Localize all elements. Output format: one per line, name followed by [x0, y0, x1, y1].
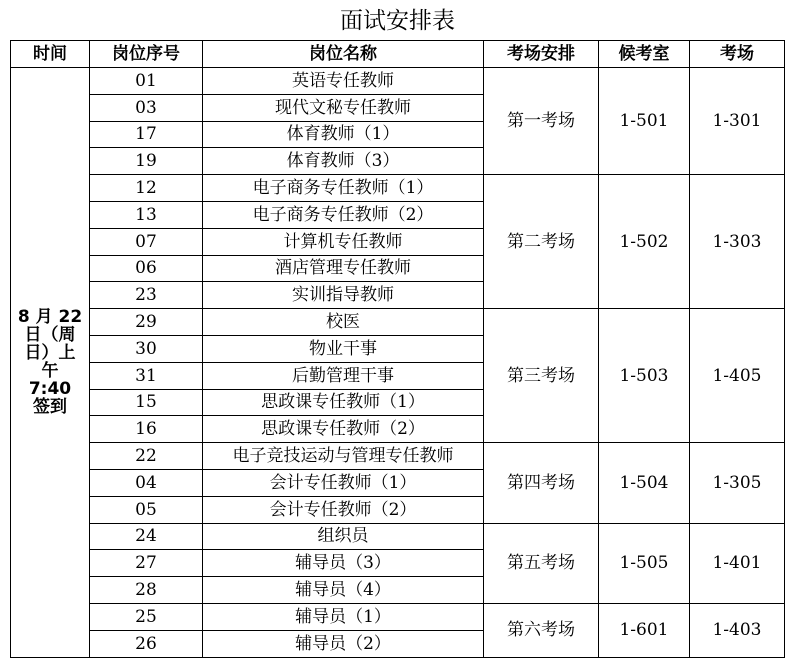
waiting-room: 1-505	[599, 523, 690, 603]
exam-room-assignment: 第五考场	[484, 523, 599, 603]
position-name: 校医	[203, 309, 484, 336]
position-name: 后勤管理干事	[203, 362, 484, 389]
header-position: 岗位名称	[203, 41, 484, 68]
time-line: 签到	[33, 397, 67, 418]
waiting-room: 1-504	[599, 443, 690, 523]
exam-room: 1-401	[690, 523, 785, 603]
exam-room-assignment: 第四考场	[484, 443, 599, 523]
exam-room: 1-301	[690, 68, 785, 175]
time-line: 7:40	[28, 379, 72, 400]
position-code: 17	[90, 121, 203, 148]
waiting-room: 1-601	[599, 603, 690, 657]
exam-room: 1-405	[690, 309, 785, 443]
position-name: 组织员	[203, 523, 484, 550]
position-code: 01	[90, 68, 203, 95]
position-code: 22	[90, 443, 203, 470]
time-line: 日）上	[24, 343, 76, 364]
exam-room: 1-403	[690, 603, 785, 657]
position-code: 07	[90, 228, 203, 255]
position-code: 04	[90, 469, 203, 496]
position-name: 会计专任教师（2）	[203, 496, 484, 523]
position-code: 26	[90, 630, 203, 657]
position-name: 实训指导教师	[203, 282, 484, 309]
header-room: 考场安排	[484, 41, 599, 68]
position-code: 30	[90, 335, 203, 362]
time-cell	[11, 68, 90, 658]
position-name: 英语专任教师	[203, 68, 484, 95]
header-row	[11, 41, 785, 68]
position-name: 辅导员（1）	[203, 603, 484, 630]
position-name: 酒店管理专任教师	[203, 255, 484, 282]
position-name: 现代文秘专任教师	[203, 94, 484, 121]
exam-room-assignment: 第一考场	[484, 68, 599, 175]
time-line: 8 月 22	[17, 307, 83, 328]
position-name: 电子商务专任教师（2）	[203, 201, 484, 228]
header-code: 岗位序号	[90, 41, 203, 68]
position-code: 05	[90, 496, 203, 523]
exam-room-assignment: 第六考场	[484, 603, 599, 657]
waiting-room: 1-502	[599, 175, 690, 309]
table-row	[11, 443, 785, 470]
table-row	[11, 309, 785, 336]
time-line: 午	[41, 361, 59, 382]
position-name: 物业干事	[203, 335, 484, 362]
exam-room-assignment: 第二考场	[484, 175, 599, 309]
table-row	[11, 68, 785, 95]
exam-room-assignment: 第三考场	[484, 309, 599, 443]
position-name: 电子竞技运动与管理专任教师	[203, 443, 484, 470]
position-code: 27	[90, 550, 203, 577]
exam-room: 1-303	[690, 175, 785, 309]
position-name: 思政课专任教师（2）	[203, 416, 484, 443]
position-code: 03	[90, 94, 203, 121]
waiting-room: 1-501	[599, 68, 690, 175]
position-name: 计算机专任教师	[203, 228, 484, 255]
schedule-body	[11, 68, 785, 658]
position-code: 29	[90, 309, 203, 336]
position-code: 19	[90, 148, 203, 175]
position-code: 31	[90, 362, 203, 389]
time-line: 日（周	[24, 325, 76, 346]
position-code: 12	[90, 175, 203, 202]
table-row	[11, 175, 785, 202]
position-code: 06	[90, 255, 203, 282]
interview-schedule-table	[10, 40, 785, 658]
position-code: 16	[90, 416, 203, 443]
position-name: 思政课专任教师（1）	[203, 389, 484, 416]
position-name: 辅导员（2）	[203, 630, 484, 657]
position-code: 13	[90, 201, 203, 228]
position-name: 体育教师（3）	[203, 148, 484, 175]
position-code: 25	[90, 603, 203, 630]
position-code: 15	[90, 389, 203, 416]
position-name: 辅导员（3）	[203, 550, 484, 577]
position-name: 电子商务专任教师（1）	[203, 175, 484, 202]
position-code: 23	[90, 282, 203, 309]
position-code: 28	[90, 577, 203, 604]
header-waiting-room: 候考室	[599, 41, 690, 68]
position-name: 体育教师（1）	[203, 121, 484, 148]
position-name: 辅导员（4）	[203, 577, 484, 604]
position-code: 24	[90, 523, 203, 550]
waiting-room: 1-503	[599, 309, 690, 443]
header-exam-room: 考场	[690, 41, 785, 68]
table-row	[11, 523, 785, 550]
header-time: 时间	[11, 41, 90, 68]
page-title: 面试安排表	[340, 8, 455, 34]
exam-room: 1-305	[690, 443, 785, 523]
table-row	[11, 603, 785, 630]
position-name: 会计专任教师（1）	[203, 469, 484, 496]
